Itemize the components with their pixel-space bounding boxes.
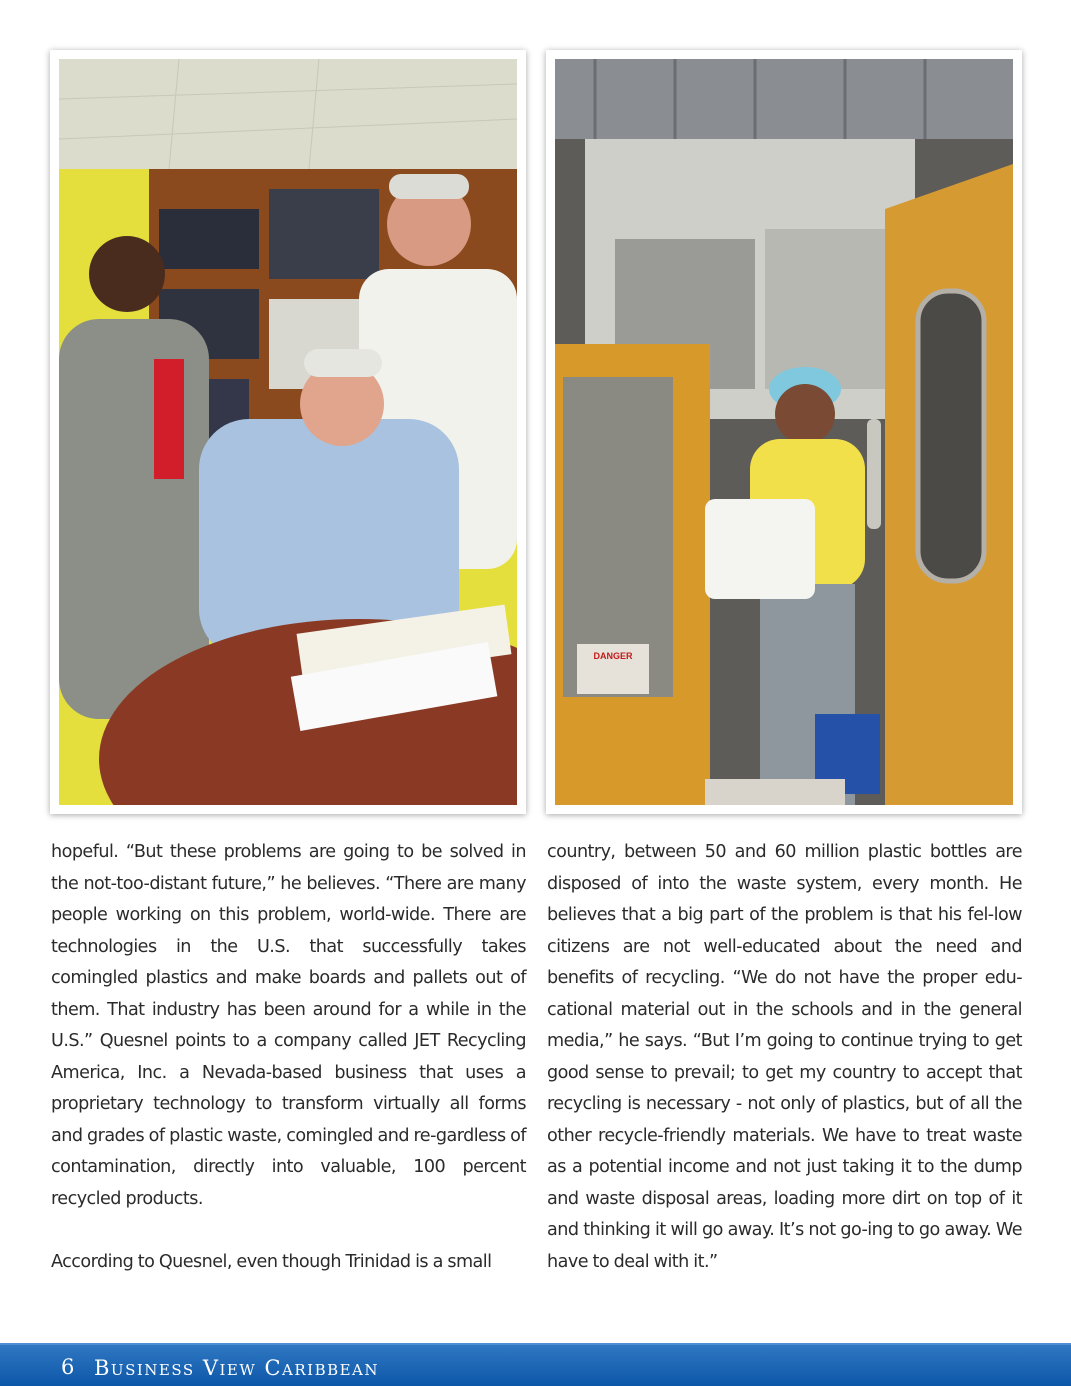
article-column-left	[51, 837, 526, 1278]
article-paragraph: country, between 50 and 60 million plastic bottles are disposed of into the waste system, every month. He believes that a big part of the problem is that his fel-low citizens are not well-educated about the need and benefits of recycling. “We do not have the proper edu-cational material out in the schools and in the general media,” he says. “But I’m going to continue trying to get good sense to prevail; to get my country to accept that recycling is necessary - not only of plastics, but of all the other recycle-friendly materials. We have to treat waste as a potential income and not just taking it to the dump and waste disposal areas, loading more dirt on top of it and thinking it will go away. It’s not go-ing to go away. We have to deal with it.”	[547, 842, 1022, 1272]
magazine-title: Business View Caribbean	[94, 1356, 380, 1380]
article-paragraph: According to Quesnel, even though Trinidad is a small	[51, 1251, 492, 1272]
footer-bar	[0, 1343, 1071, 1386]
article-paragraph: hopeful. “But these problems are going to be solved in the not-too-distant future,” he believes. “There are many people working on this problem, world-wide. There are technologies in the U.S. that successfully takes comingled plastics and make boards and pallets out of them. That industry has been around for a while in the U.S.” Quesnel points to a company called JET Recycling America, Inc. a Nevada-based business that uses a proprietary technology to transform virtually all forms and grades of plastic waste, comingled and re-gardless of contamination, directly into valuable, 100 percent recycled products.	[51, 842, 526, 1209]
photo-frame-office	[50, 50, 526, 814]
page-number: 6	[61, 1355, 75, 1379]
article-column-right	[547, 837, 1022, 1278]
office-meeting-photo	[59, 59, 517, 805]
factory-worker-photo	[555, 59, 1013, 805]
danger-sign-label: DANGER	[593, 651, 633, 661]
photo-frame-factory	[546, 50, 1022, 814]
